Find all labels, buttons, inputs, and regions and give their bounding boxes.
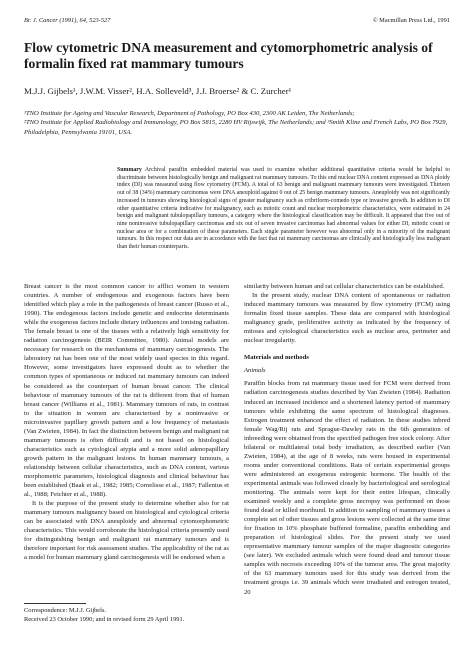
methods-paragraph: Paraffin blocks from rat mammary tissue used for FCM were derived from radiation carcinogenesis studies described by Van Zwieten (1984). Radiation induced an increased incidence and a shortened latency period of mammary tumours while exhibiting the same spectrum of histological diagnoses. Estrogen treatment enhanced the effect of radiation. In these studies inbred female Wag/Rij rats and Sprague-Dawley rats in the 6th generation of inbreeding were obtained from the specified pathogen free stock colony. After bilateral or multilateral total body irradiation, as described earlier (Van Zwieten, 1984), at the age of 8 weeks, rats were housed in experimental rooms under conventional conditions. Rats of certain experimental groups were administered an exogenous estrogenic hormone. The health of the experimental animals was followed closely by bacteriological and serological monitoring. The animals were kept for their entire lifespan, clinically examined weekly and a complete gross necropsy was performed on those found dead or killed moribund. In addition to sampling of mammary tissues a complete set of other tissues and gross lesions were collected at the same time for fixation in 10% phosphate buffered formaline, paraffin embedding and preparation of histological slides. For the present study we used representative mammary tumour samples of the major diagnostic categories (see later). We excluded animals which were found dead and tumour tissue samples with necrosis exceeding 10% of the tumour area. The great majority of the 63 mammary tumours used for this study was derived from the treatment groups i.e. 39 animals which were irradiated and estrogen treated, 20	[244, 380, 450, 596]
intro-paragraph-3: In the present study, nuclear DNA content of spontaneous or radiation induced mammary tumours was measured by flow cytometry (FCM) using formalin fixed tissue samples. These data are compared with histological malignancy grade, proliferative activity as indicated by the frequency of mitoses and cytological characteristics such as nuclear area, perimeter and nuclear irregularity.	[244, 292, 450, 345]
correspondence-line: Correspondence: M.J.J. Gijbels.	[24, 607, 107, 614]
affiliation-1: ¹TNO Institute for Ageing and Vascular Research, Department of Pathology, PO Box 430, 2300 AK Leiden, The Netherlands;	[24, 110, 355, 117]
summary-abstract	[117, 167, 450, 252]
footnote-divider	[24, 603, 86, 604]
section-heading-methods: Materials and methods	[244, 354, 309, 362]
intro-paragraph-2: It is the purpose of the present study to determine whether also for rat mammary tumours malignancy based on histological and cytological criteria can be associated with DNA aneuploidy and abnormal cytomorphometric characteristics. This would corroborate the histological criteria presently used for distinguishing benign and malignant rat mammary tumours and is therefore important for risk assessment studies. The applicability of the rat as a model for human mammary gland carcinogenesis will be endorsed when a	[24, 500, 229, 562]
intro-continuation: similarity between human and rat cellular characteristics can be established.	[244, 283, 445, 290]
article-title: Flow cytometric DNA measurement and cytomorphometric analysis of formalin fixed rat mammary tumours	[24, 40, 433, 71]
author-list: M.J.J. Gijbels¹, J.W.M. Visser², H.A. Solleveld³, J.J. Broerse² & C. Zurcher¹	[24, 86, 292, 96]
right-column	[244, 282, 450, 597]
copyright-notice: © Macmillan Press Ltd., 1991	[372, 17, 450, 24]
footnote	[24, 606, 229, 624]
subsection-heading-animals: Animals	[244, 367, 266, 375]
affiliation-2: ²TNO Institute for Applied Radiobiology and Immunology, PO Box 5815, 2280 HV Rijswijk, The Netherlands; and ³Smith Kline and French Labs, PO Box 7929, Philadelphia, Pennsylvania 19101, USA.	[24, 119, 448, 136]
intro-paragraph-1: Breast cancer is the most common cancer to afflict women in western countries. A number of endogenous and exogenous factors have been identified which play a role in the pathogenesis of breast cancer (Russo et al., 1990). The endogenous factors include genetic and endocrine determinants while the exogenous factors include dietary influences and ionising radiation. The female breast is one of the tissues with a relatively high sensitivity for radiation carcinogenesis (BEIR Committee, 1980). Animal models are necessary for research on the mechanisms of mammary carcinogenesis. The laboratory rat has been one of the most widely used species in this regard. However, some investigators have expressed doubt as to whether the common types of spontaneous or induced rat mammary tumours can indeed be considered as the counterpart of human breast cancer. The clinical behaviour of mammary tumours of the rat is different from that of human breast cancer (Williams et al., 1981). Mammary tumours of rats, in contrast to the situation in women are characterised by a noninvasive or microinvasive papillary growth pattern and a low frequency of metastasis (Van Zwieten, 1984). In fact the distinction between benign and malignant rat mammary tumours is often difficult and is not based on histological characteristics such as cytological atypia and a more solid adenopapillary growth pattern in the malignant lesions. In human mammary tumours, a relationship between cellular characteristics, such as DNA content, various morphometric parameters, histological diagnosis and clinical behaviour has been established (Baak et al., 1982; 1985; Cornelisse et al., 1987; Fallenius et al., 1988; Feichter et al., 1988).	[24, 283, 229, 499]
running-head	[24, 16, 450, 26]
left-column	[24, 282, 229, 562]
journal-citation: Br. J. Cancer (1991), 64, 523-527	[24, 17, 111, 24]
affiliations	[24, 109, 450, 137]
summary-label: Summary	[117, 167, 142, 173]
summary-text: Archival paraffin embedded material was used to examine whether additional quantitative criteria would be helpful to discriminate between histologically benign and malignant rat mammary tumours. To this end nuclear DNA content expressed as DNA ploidy index (DI) was measured using flow cytometry (FCM). A total of 63 benign and malignant mammary tumours were investigated. Thirteen out of 38 (34%) mammary carcinomas were DNA aneuploid against 0 out of 25 benign mammary tumours. Aneuploidy was not significantly increased in tumours showing histological signs of greater malignancy such as cribriform-comedo type or invasive growth. In addition to DI other quantitative criteria indicative for malignancy, such as mitotic count and nuclear morphometric characteristics, were estimated in 24 benign and malignant tubulopapillary tumours, a category where the histological classification may be difficult. It appeared that five out of nine noninvasive tubulopapillary carcinomas and six out of seven invasive carcinomas had abnormal values for either DI, mitotic count or nuclear area or for a combination of these parameters. Each single parameter however was abnormal only in a minority of the malignant tumours. In this respect our data are in accordance with the fact that rat mammary carcinomas are clinically and histologically less malignant than their human counterparts.	[117, 167, 450, 251]
received-dates: Received 23 October 1990; and in revised form 29 April 1991.	[24, 616, 185, 623]
